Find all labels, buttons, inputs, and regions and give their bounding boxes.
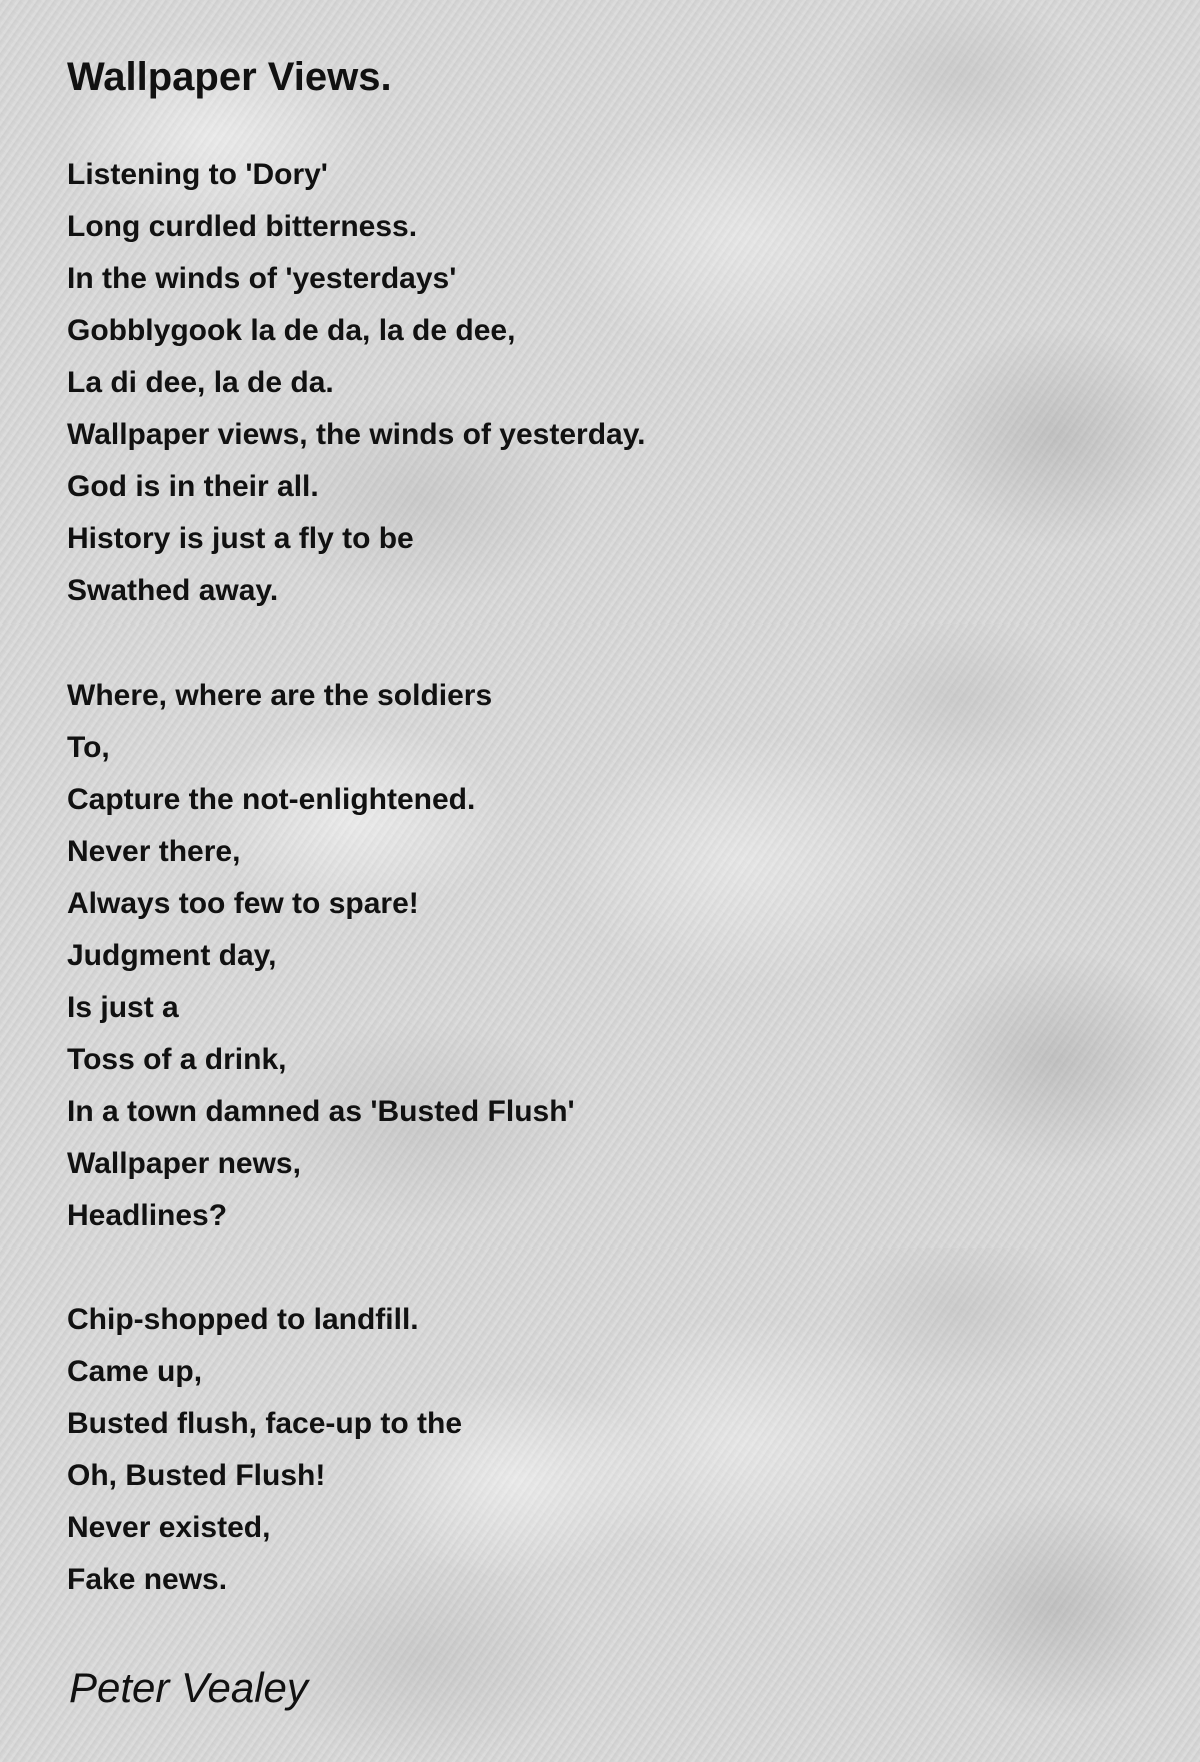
poem-line: Headlines?	[67, 1199, 228, 1232]
poem-line: History is just a fly to be	[67, 522, 414, 555]
poem-line: In a town damned as 'Busted Flush'	[67, 1095, 575, 1128]
poem-line: Where, where are the soldiers	[67, 679, 493, 712]
poem-line: Never existed,	[67, 1511, 271, 1544]
stanza-2	[67, 670, 575, 1242]
poem-line: Judgment day,	[67, 939, 277, 972]
poem-line: Wallpaper news,	[67, 1147, 301, 1180]
stanza-1	[67, 149, 646, 617]
poem-line: Capture the not-enlightened.	[67, 783, 476, 816]
poem-line: Never there,	[67, 835, 241, 868]
stanza-3	[67, 1294, 462, 1606]
poem-line: To,	[67, 731, 110, 764]
poem-line: La di dee, la de da.	[67, 366, 334, 399]
poem-line: Gobblygook la de da, la de dee,	[67, 314, 516, 347]
poem-author: Peter Vealey	[69, 1664, 308, 1711]
poem-line: Busted flush, face-up to the	[67, 1407, 463, 1440]
poem-line: Is just a	[67, 991, 179, 1024]
poem-line: Chip-shopped to landfill.	[67, 1303, 419, 1336]
poem-line: Wallpaper views, the winds of yesterday.	[67, 418, 646, 451]
poem-line: Oh, Busted Flush!	[67, 1459, 326, 1492]
poem-line: Always too few to spare!	[67, 887, 419, 920]
poem-line: Toss of a drink,	[67, 1043, 287, 1076]
poem-line: Fake news.	[67, 1563, 228, 1596]
poem-line: Swathed away.	[67, 574, 279, 607]
poem-line: God is in their all.	[67, 470, 319, 503]
poem-title: Wallpaper Views.	[67, 55, 392, 99]
poem-line: In the winds of 'yesterdays'	[67, 262, 457, 295]
poem-line: Listening to 'Dory'	[67, 158, 328, 191]
poem-line: Came up,	[67, 1355, 203, 1388]
poem-line: Long curdled bitterness.	[67, 210, 418, 243]
